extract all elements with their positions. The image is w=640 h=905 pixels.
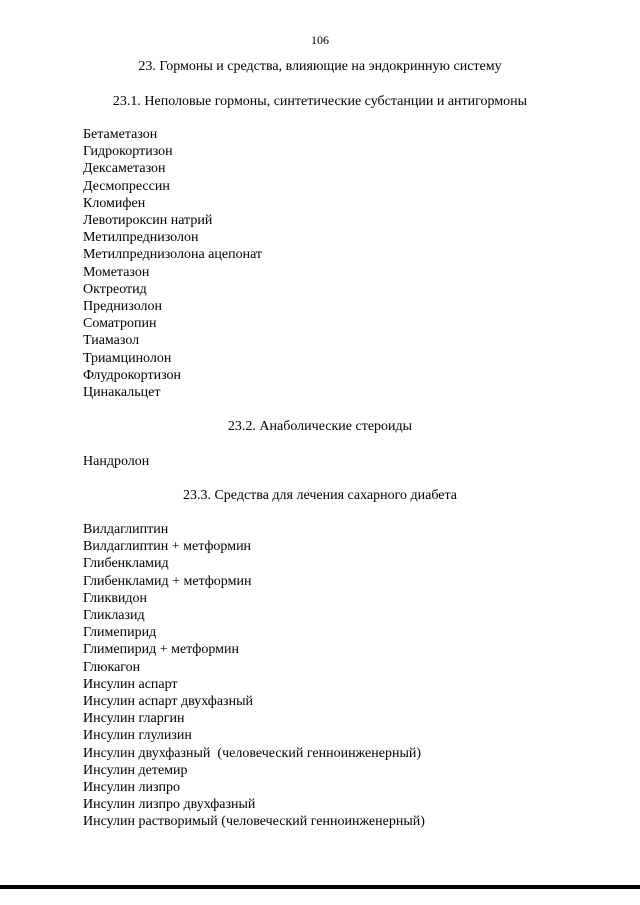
bottom-rule: [0, 885, 640, 889]
diabetes-list: [83, 521, 425, 831]
list-item: Дексаметазон: [83, 161, 166, 177]
list-item: Десмопрессин: [83, 178, 170, 194]
list-item: Вилдаглиптин: [83, 522, 169, 537]
list-item: Нандролон: [83, 454, 150, 469]
list-item: Глимепирид + метформин: [83, 642, 239, 658]
list-item: Вилдаглиптин + метформин: [83, 539, 252, 555]
subsection-title-anabolic: 23.2. Анаболические стероиды: [227, 419, 413, 434]
list-item: Левотироксин натрий: [83, 213, 213, 229]
section-title: 23. Гормоны и средства, влияющие на эндокринную систему: [138, 59, 502, 74]
list-item: Инсулин глулизин: [83, 728, 192, 744]
list-item: Триамцинолон: [83, 350, 172, 366]
hormone-list: [83, 126, 262, 401]
list-item: Цинакальцет: [83, 385, 161, 401]
list-item: Флудрокортизон: [83, 367, 182, 383]
list-item: Гидрокортизон: [83, 144, 173, 160]
list-item: Инсулин растворимый (человеческий генноинженерный): [83, 814, 425, 830]
list-item: Инсулин детемир: [83, 762, 188, 778]
list-item: Глимепирид: [83, 625, 157, 641]
list-item: Преднизолон: [83, 299, 162, 315]
list-item: Инсулин двухфазный (человеческий генноинженерный): [83, 745, 422, 761]
list-item: Октреотид: [83, 281, 147, 297]
list-item: Тиамазол: [83, 333, 140, 349]
list-item: Инсулин лизпро: [83, 780, 180, 796]
list-item: Гликлазид: [83, 608, 145, 624]
list-item: Инсулин аспарт: [83, 676, 178, 692]
list-item: Кломифен: [83, 195, 146, 211]
list-item: Глибенкламид: [83, 556, 169, 572]
anabolic-list: [83, 453, 149, 470]
list-item: Гликвидон: [83, 590, 148, 606]
list-item: Бетаметазон: [83, 127, 158, 142]
list-item: Инсулин лизпро двухфазный: [83, 797, 256, 813]
list-item: Мометазон: [83, 264, 150, 280]
list-item: Инсулин аспарт двухфазный: [83, 694, 253, 710]
subsection-title-diabetes: 23.3. Средства для лечения сахарного диабета: [182, 488, 458, 503]
list-item: Метилпреднизолон: [83, 230, 199, 246]
list-item: Глюкагон: [83, 659, 141, 675]
list-item: Соматропин: [83, 316, 157, 332]
list-item: Инсулин гларгин: [83, 711, 185, 727]
subsection-title-hormones: 23.1. Неполовые гормоны, синтетические субстанции и антигормоны: [112, 94, 528, 109]
list-item: Метилпреднизолона ацепонат: [83, 247, 263, 263]
list-item: Глибенкламид + метформин: [83, 573, 252, 589]
page-number: 106: [311, 33, 329, 47]
